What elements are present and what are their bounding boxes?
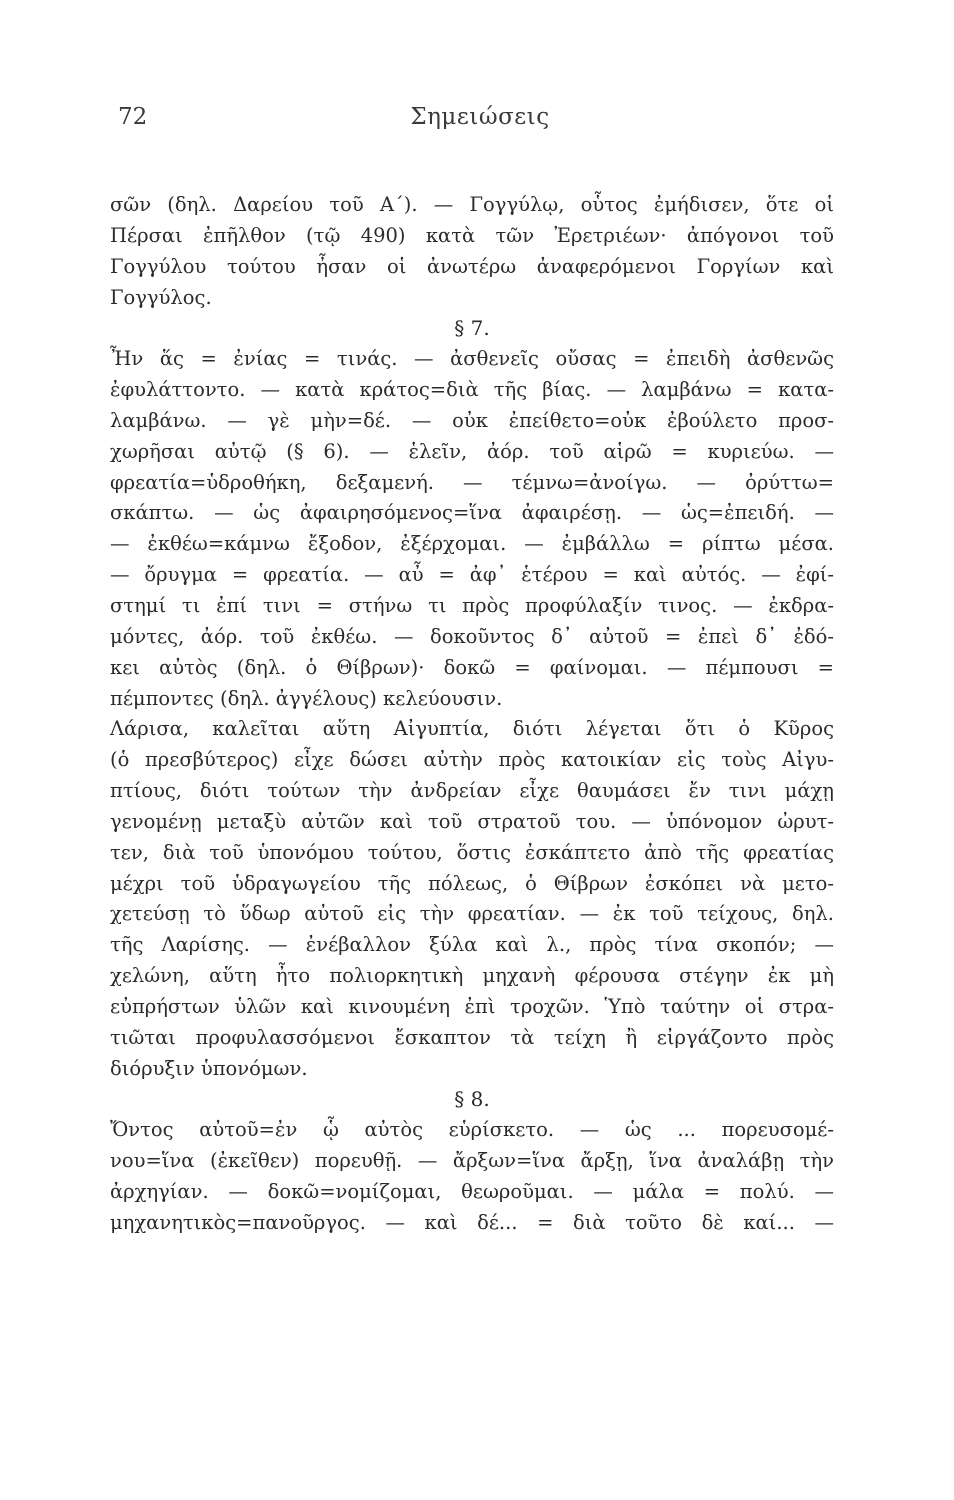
- text-line: χελώνη, αὕτη ἦτο πολιορκητικὴ μηχανὴ φέρουσα στέγην ἐκ μὴ: [110, 964, 834, 988]
- text-line: διόρυξιν ὑπονόμων.: [110, 1056, 308, 1080]
- section-heading: § 7.: [454, 316, 490, 341]
- notes-body: [110, 190, 834, 1239]
- page-header: [118, 104, 842, 144]
- text-line: ἐφυλάττοντο. — κατὰ κράτος=διὰ τῆς βίας. — λαμβάνω = κατα-: [110, 378, 834, 402]
- text-line: ἀρχηγίαν. — δοκῶ=νομίζομαι, θεωροῦμαι. — μάλα = πολύ. —: [110, 1180, 834, 1203]
- text-line: Πέρσαι ἐπῆλθον (τῷ 490) κατὰ τῶν Ἐρετριέων· ἀπόγονοι τοῦ: [110, 223, 834, 247]
- text-line: τιῶται προφυλασσόμενοι ἔσκαπτον τὰ τείχη ἢ εἰργάζοντο πρὸς: [110, 1025, 834, 1049]
- text-line: Γογγύλου τούτου ἦσαν οἱ ἀνωτέρω ἀναφερόμενοι Γοργίων καὶ: [110, 254, 834, 278]
- text-line: πέμποντες (δηλ. ἀγγέλους) κελεύουσιν.: [110, 686, 503, 710]
- text-line: μέχρι τοῦ ὑδραγωγείου τῆς πόλεως, ὁ Θίβρων ἐσκόπει νὰ μετο-: [110, 871, 834, 895]
- text-line: τῆς Λαρίσης. — ἐνέβαλλον ξύλα καὶ λ., πρὸς τίνα σκοπόν; —: [110, 933, 834, 957]
- text-line: εὐπρήστων ὑλῶν καὶ κινουμένη ἐπὶ τροχῶν. Ὑπὸ ταύτην οἱ στρα-: [110, 994, 834, 1018]
- text-line: μηχανητικὸς=πανοῦργος. — καὶ δέ... = διὰ τοῦτο δὲ καί... —: [110, 1210, 834, 1234]
- text-line: Ὄντος αὐτοῦ=ἐν ᾧ αὐτὸς εὑρίσκετο. — ὡς ... πορευσομέ-: [110, 1118, 834, 1142]
- text-line: τεν, διὰ τοῦ ὑπονόμου τούτου, ὅστις ἐσκάπτετο ἀπὸ τῆς φρεατίας: [110, 840, 834, 864]
- text-line: (ὁ πρεσβύτερος) εἶχε δώσει αὐτὴν πρὸς κατοικίαν εἰς τοὺς Αἰγυ-: [110, 748, 834, 772]
- text-line: χωρῆσαι αὐτῷ (§ 6). — ἑλεῖν, ἀόρ. τοῦ αἱρῶ = κυριεύω. —: [110, 439, 834, 463]
- text-line: πτίους, διότι τούτων τὴν ἀνδρείαν εἶχε θαυμάσει ἔν τινι μάχῃ: [110, 779, 834, 803]
- text-line: μόντες, ἀόρ. τοῦ ἐκθέω. — δοκοῦντος δ᾽ αὐτοῦ = ἐπεὶ δ᾽ ἐδό-: [110, 624, 834, 648]
- text-line: νου=ἵνα (ἐκεῖθεν) πορευθῇ. — ἄρξων=ἵνα ἄρξῃ, ἵνα ἀναλάβῃ τὴν: [110, 1149, 834, 1173]
- text-line: φρεατία=ὑδροθήκη, δεξαμενή. — τέμνω=ἀνοίγω. — ὀρύττω=: [110, 470, 834, 494]
- text-line: σκάπτω. — ὡς ἀφαιρησόμενος=ἵνα ἀφαιρέσῃ. — ὡς=ἐπειδή. —: [110, 501, 834, 525]
- text-line: — ἐκθέω=κάμνω ἔξοδον, ἐξέρχομαι. — ἐμβάλλω = ρίπτω μέσα.: [110, 532, 834, 556]
- text-line: κει αὐτὸς (δηλ. ὁ Θίβρων)· δοκῶ = φαίνομαι. — πέμπουσι =: [110, 655, 834, 679]
- text-line: — ὄρυγμα = φρεατία. — αὖ = ἀφ᾽ ἑτέρου = καὶ αὐτός. — ἐφί-: [110, 563, 834, 587]
- text-line: Γογγύλος.: [110, 285, 212, 309]
- text-line: λαμβάνω. — γὲ μὴν=δέ. — οὐκ ἐπείθετο=οὐκ ἐβούλετο προσ-: [110, 408, 834, 432]
- text-line: χετεύσῃ τὸ ὕδωρ αὐτοῦ εἰς τὴν φρεατίαν. — ἐκ τοῦ τείχους, δηλ.: [110, 902, 834, 926]
- text-line: σῶν (δηλ. Δαρείου τοῦ Α΄). — Γογγύλῳ, οὗτος ἐμήδισεν, ὅτε οἱ: [110, 193, 834, 216]
- text-line: γενομένῃ μεταξὺ αὐτῶν καὶ τοῦ στρατοῦ του. — ὑπόνομον ὠρυτ-: [110, 809, 834, 833]
- section-heading: § 8.: [454, 1087, 490, 1112]
- text-line: στημί τι ἐπί τινι = στήνω τι πρὸς προφύλαξίν τινος. — ἐκδρα-: [110, 593, 834, 617]
- text-line: Ἦν ἅς = ἐνίας = τινάς. — ἀσθενεῖς οὔσας = ἐπειδὴ ἀσθενῶς: [110, 347, 834, 371]
- page-number: 72: [118, 104, 148, 130]
- text-line: Λάρισα, καλεῖται αὕτη Αἰγυπτία, διότι λέγεται ὅτι ὁ Κῦρος: [110, 717, 834, 741]
- running-head: Σημειώσεις: [410, 104, 550, 130]
